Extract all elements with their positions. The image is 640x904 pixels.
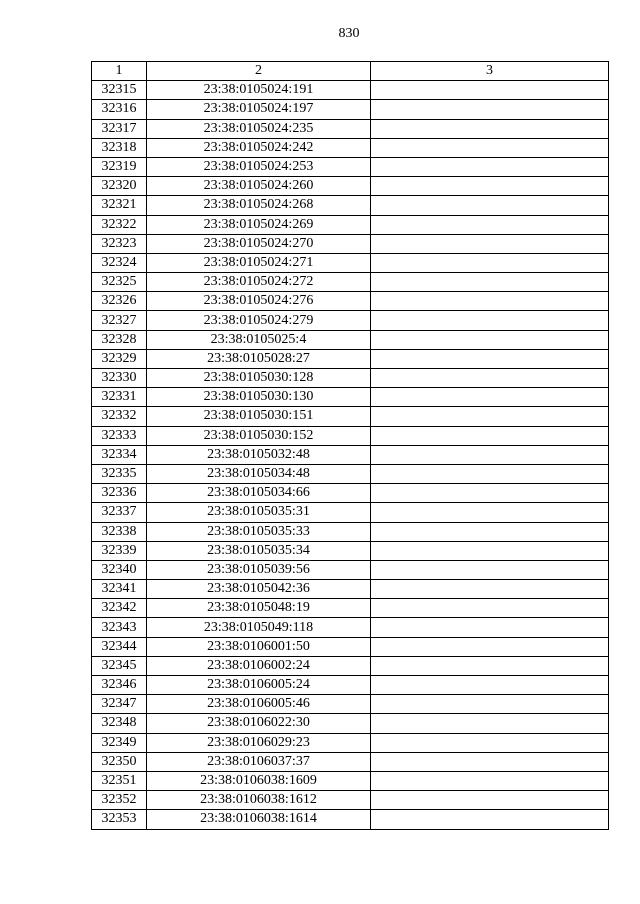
table-row (92, 541, 609, 560)
cadastral-number-cell: 23:38:0105024:260 (147, 177, 371, 196)
table-row (92, 100, 609, 119)
table-row (92, 656, 609, 675)
cadastral-number-cell: 23:38:0106005:46 (147, 695, 371, 714)
cadastral-number-cell: 23:38:0106037:37 (147, 752, 371, 771)
table-row (92, 599, 609, 618)
cadastral-number-cell: 23:38:0105024:279 (147, 311, 371, 330)
row-number-cell: 32326 (92, 292, 147, 311)
cadastral-number-cell: 23:38:0106038:1614 (147, 810, 371, 829)
row-number-cell: 32334 (92, 445, 147, 464)
row-number-cell: 32325 (92, 273, 147, 292)
cadastral-number-cell: 23:38:0105024:235 (147, 119, 371, 138)
table-row (92, 618, 609, 637)
table-row (92, 695, 609, 714)
table-row (92, 407, 609, 426)
row-number-cell: 32319 (92, 157, 147, 176)
note-cell (371, 656, 609, 675)
note-cell (371, 330, 609, 349)
row-number-cell: 32328 (92, 330, 147, 349)
row-number-cell: 32341 (92, 580, 147, 599)
note-cell (371, 311, 609, 330)
table-row (92, 215, 609, 234)
cadastral-number-cell: 23:38:0106005:24 (147, 676, 371, 695)
cadastral-number-cell: 23:38:0105024:197 (147, 100, 371, 119)
cadastral-number-cell: 23:38:0105034:66 (147, 484, 371, 503)
column-header-2: 2 (147, 62, 371, 81)
table-row (92, 522, 609, 541)
table-row (92, 464, 609, 483)
note-cell (371, 388, 609, 407)
row-number-cell: 32345 (92, 656, 147, 675)
note-cell (371, 484, 609, 503)
registry-table (91, 61, 609, 830)
cadastral-number-cell: 23:38:0105028:27 (147, 349, 371, 368)
row-number-cell: 32351 (92, 771, 147, 790)
table-row (92, 196, 609, 215)
note-cell (371, 503, 609, 522)
row-number-cell: 32333 (92, 426, 147, 445)
cadastral-number-cell: 23:38:0106029:23 (147, 733, 371, 752)
cadastral-number-cell: 23:38:0105030:151 (147, 407, 371, 426)
note-cell (371, 445, 609, 464)
table-row (92, 119, 609, 138)
note-cell (371, 273, 609, 292)
header-row (92, 62, 609, 81)
note-cell (371, 580, 609, 599)
table-row (92, 81, 609, 100)
cadastral-number-cell: 23:38:0105030:130 (147, 388, 371, 407)
row-number-cell: 32336 (92, 484, 147, 503)
note-cell (371, 791, 609, 810)
table-row (92, 253, 609, 272)
note-cell (371, 522, 609, 541)
note-cell (371, 752, 609, 771)
row-number-cell: 32331 (92, 388, 147, 407)
row-number-cell: 32323 (92, 234, 147, 253)
cadastral-number-cell: 23:38:0105042:36 (147, 580, 371, 599)
column-header-3: 3 (371, 62, 609, 81)
row-number-cell: 32324 (92, 253, 147, 272)
cadastral-number-cell: 23:38:0105024:269 (147, 215, 371, 234)
row-number-cell: 32318 (92, 138, 147, 157)
table-row (92, 637, 609, 656)
row-number-cell: 32346 (92, 676, 147, 695)
table-row (92, 369, 609, 388)
cadastral-number-cell: 23:38:0105024:271 (147, 253, 371, 272)
cadastral-number-cell: 23:38:0105025:4 (147, 330, 371, 349)
row-number-cell: 32315 (92, 81, 147, 100)
note-cell (371, 810, 609, 829)
note-cell (371, 407, 609, 426)
table-row (92, 503, 609, 522)
table-row (92, 388, 609, 407)
row-number-cell: 32348 (92, 714, 147, 733)
note-cell (371, 177, 609, 196)
cadastral-number-cell: 23:38:0105024:191 (147, 81, 371, 100)
row-number-cell: 32342 (92, 599, 147, 618)
table-row (92, 484, 609, 503)
row-number-cell: 32316 (92, 100, 147, 119)
note-cell (371, 771, 609, 790)
row-number-cell: 32337 (92, 503, 147, 522)
note-cell (371, 464, 609, 483)
row-number-cell: 32330 (92, 369, 147, 388)
table-row (92, 676, 609, 695)
cadastral-number-cell: 23:38:0105024:253 (147, 157, 371, 176)
cadastral-number-cell: 23:38:0105024:276 (147, 292, 371, 311)
row-number-cell: 32332 (92, 407, 147, 426)
row-number-cell: 32321 (92, 196, 147, 215)
table-row (92, 771, 609, 790)
cadastral-number-cell: 23:38:0105034:48 (147, 464, 371, 483)
cadastral-number-cell: 23:38:0105032:48 (147, 445, 371, 464)
cadastral-number-cell: 23:38:0105030:152 (147, 426, 371, 445)
cadastral-number-cell: 23:38:0105024:242 (147, 138, 371, 157)
table-row (92, 445, 609, 464)
cadastral-number-cell: 23:38:0105035:31 (147, 503, 371, 522)
note-cell (371, 599, 609, 618)
row-number-cell: 32329 (92, 349, 147, 368)
note-cell (371, 292, 609, 311)
page-number: 830 (338, 26, 360, 41)
row-number-cell: 32317 (92, 119, 147, 138)
cadastral-number-cell: 23:38:0106002:24 (147, 656, 371, 675)
row-number-cell: 32344 (92, 637, 147, 656)
note-cell (371, 119, 609, 138)
table-row (92, 177, 609, 196)
row-number-cell: 32353 (92, 810, 147, 829)
cadastral-number-cell: 23:38:0106022:30 (147, 714, 371, 733)
note-cell (371, 426, 609, 445)
note-cell (371, 369, 609, 388)
row-number-cell: 32335 (92, 464, 147, 483)
table-row (92, 560, 609, 579)
table-row (92, 138, 609, 157)
cadastral-number-cell: 23:38:0105024:272 (147, 273, 371, 292)
note-cell (371, 541, 609, 560)
column-header-1: 1 (92, 62, 147, 81)
note-cell (371, 733, 609, 752)
note-cell (371, 138, 609, 157)
table-row (92, 810, 609, 829)
note-cell (371, 618, 609, 637)
row-number-cell: 32340 (92, 560, 147, 579)
row-number-cell: 32320 (92, 177, 147, 196)
row-number-cell: 32352 (92, 791, 147, 810)
note-cell (371, 81, 609, 100)
note-cell (371, 637, 609, 656)
cadastral-number-cell: 23:38:0105035:33 (147, 522, 371, 541)
note-cell (371, 560, 609, 579)
cadastral-number-cell: 23:38:0105039:56 (147, 560, 371, 579)
row-number-cell: 32347 (92, 695, 147, 714)
note-cell (371, 695, 609, 714)
table-body (92, 81, 609, 829)
note-cell (371, 196, 609, 215)
table-row (92, 234, 609, 253)
row-number-cell: 32322 (92, 215, 147, 234)
table-row (92, 733, 609, 752)
table-row (92, 157, 609, 176)
table-header (92, 62, 609, 81)
note-cell (371, 714, 609, 733)
row-number-cell: 32350 (92, 752, 147, 771)
note-cell (371, 100, 609, 119)
table-row (92, 426, 609, 445)
row-number-cell: 32327 (92, 311, 147, 330)
table-row (92, 273, 609, 292)
row-number-cell: 32338 (92, 522, 147, 541)
cadastral-number-cell: 23:38:0105035:34 (147, 541, 371, 560)
note-cell (371, 157, 609, 176)
table-row (92, 752, 609, 771)
row-number-cell: 32339 (92, 541, 147, 560)
note-cell (371, 253, 609, 272)
table-row (92, 349, 609, 368)
row-number-cell: 32343 (92, 618, 147, 637)
note-cell (371, 676, 609, 695)
row-number-cell: 32349 (92, 733, 147, 752)
cadastral-number-cell: 23:38:0105049:118 (147, 618, 371, 637)
note-cell (371, 349, 609, 368)
table-row (92, 311, 609, 330)
table-row (92, 292, 609, 311)
table-row (92, 714, 609, 733)
cadastral-number-cell: 23:38:0105048:19 (147, 599, 371, 618)
cadastral-number-cell: 23:38:0105024:268 (147, 196, 371, 215)
note-cell (371, 215, 609, 234)
table-row (92, 791, 609, 810)
table-row (92, 330, 609, 349)
cadastral-number-cell: 23:38:0105030:128 (147, 369, 371, 388)
table-row (92, 580, 609, 599)
cadastral-number-cell: 23:38:0106038:1612 (147, 791, 371, 810)
cadastral-number-cell: 23:38:0105024:270 (147, 234, 371, 253)
note-cell (371, 234, 609, 253)
cadastral-number-cell: 23:38:0106038:1609 (147, 771, 371, 790)
cadastral-number-cell: 23:38:0106001:50 (147, 637, 371, 656)
